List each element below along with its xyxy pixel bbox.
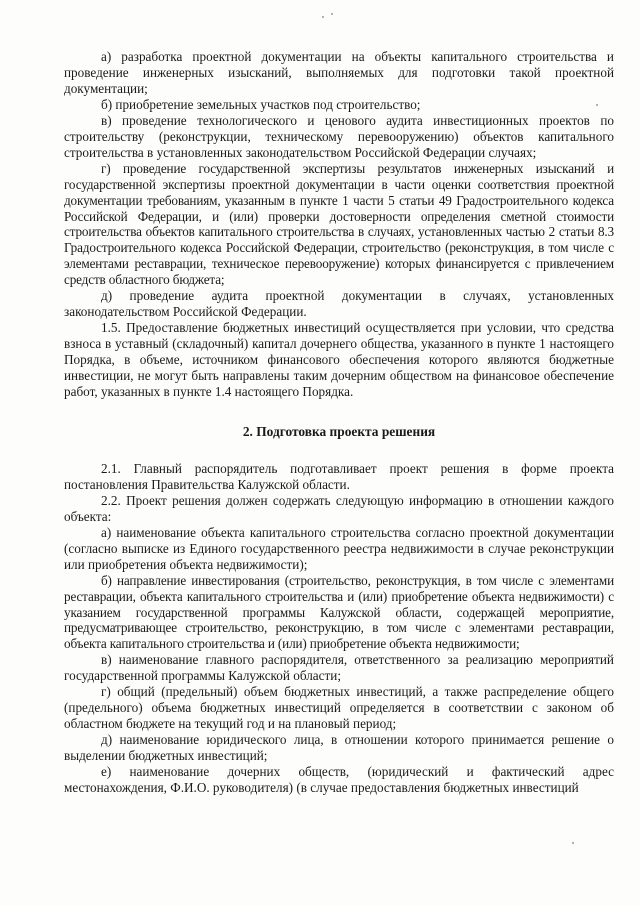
item-a-object-name: а) наименование объекта капитального строительства согласно проектной документации (согласно выписке из Единого государственного реестра недвижимости в случае реконструкции или приобретения объекта недвижимости); [64, 524, 614, 572]
item-b-investment-direction: б) направление инвестирования (строительство, реконструкция, в том числе с элементами реставрации, объекта капитального строительства и (или) приобретение объекта недвижимости) с указанием государственной программы Калужской области, содержащей мероприятие, предусматривающее строительство, реконструкцию, в том числе с элементами реставрации, объекта капитального строительства и (или) приобретение объекта недвижимости; [64, 572, 614, 652]
clause-2-2: 2.2. Проект решения должен содержать следующую информацию в отношении каждого объекта: [64, 492, 614, 524]
item-g-expertise: г) проведение государственной экспертизы результатов инженерных изысканий и государственной экспертизы проектной документации в части оценки соответствия проектной документации требованиям, указанным в пункте 1 части 5 статьи 49 Градостроительного кодекса Российской Федерации, и (или) проверки достоверности определения сметной стоимости строительства объектов капитального строительства в случаях, установленных частью 2 статьи 8.3 Градостроительного кодекса Российской Федерации, строительство (реконструкция, в том числе с элементами реставрации, техническое перевооружение) которых финансируется с привлечением средств областного бюджета; [64, 160, 614, 288]
section-1-continuation [64, 49, 614, 400]
item-a-design-docs: а) разработка проектной документации на объекты капитального строительства и проведение инженерных изысканий, выполняемых для подготовки такой проектной документации; [64, 49, 614, 96]
section-2 [64, 461, 614, 796]
section-2-heading: 2. Подготовка проекта решения [242, 423, 436, 439]
item-d-design-audit: д) проведение аудита проектной документации в случаях, установленных законодательством Российской Федерации. [64, 288, 614, 320]
document-body [64, 49, 614, 796]
scan-speck [322, 16, 324, 18]
item-v-audit: в) проведение технологического и ценового аудита инвестиционных проектов по строительству (реконструкции, техническому перевооружению) объектов капитального строительства в установленных законодательством Российской Федерации случаях; [64, 112, 614, 160]
item-v-chief-administrator: в) наименование главного распорядителя, ответственного за реализацию мероприятий государственной программы Калужской области; [64, 652, 614, 684]
clause-2-1: 2.1. Главный распорядитель подготавливает проект решения в форме проекта постановления Правительства Калужской области. [64, 460, 614, 492]
item-d-legal-entity: д) наименование юридического лица, в отношении которого принимается решение о выделении бюджетных инвестиций; [64, 732, 614, 764]
clause-1-5: 1.5. Предоставление бюджетных инвестиций осуществляется при условии, что средства взноса в уставный (складочный) капитал дочернего общества, указанного в пункте 1 настоящего Порядка, в объеме, источником финансового обеспечения которого являются бюджетные инвестиции, не могут быть направлены таким дочерним обществом на финансовое обеспечение работ, указанных в пункте 1.4 настоящего Порядка. [64, 320, 614, 400]
scan-speck [331, 13, 333, 15]
item-g-total-volume: г) общий (предельный) объем бюджетных инвестиций, а также распределение общего (предельного) объема бюджетных инвестиций определяется в соответствии с законом об областном бюджете на текущий год и на плановый период; [64, 684, 614, 732]
item-e-subsidiaries: е) наименование дочерних обществ, (юридический и фактический адрес местонахождения, Ф.И.О. руководителя) (в случае предоставления бюджетных инвестиций [64, 764, 614, 795]
scan-speck [572, 842, 574, 844]
item-b-land-plots: б) приобретение земельных участков под строительство; [101, 96, 421, 112]
